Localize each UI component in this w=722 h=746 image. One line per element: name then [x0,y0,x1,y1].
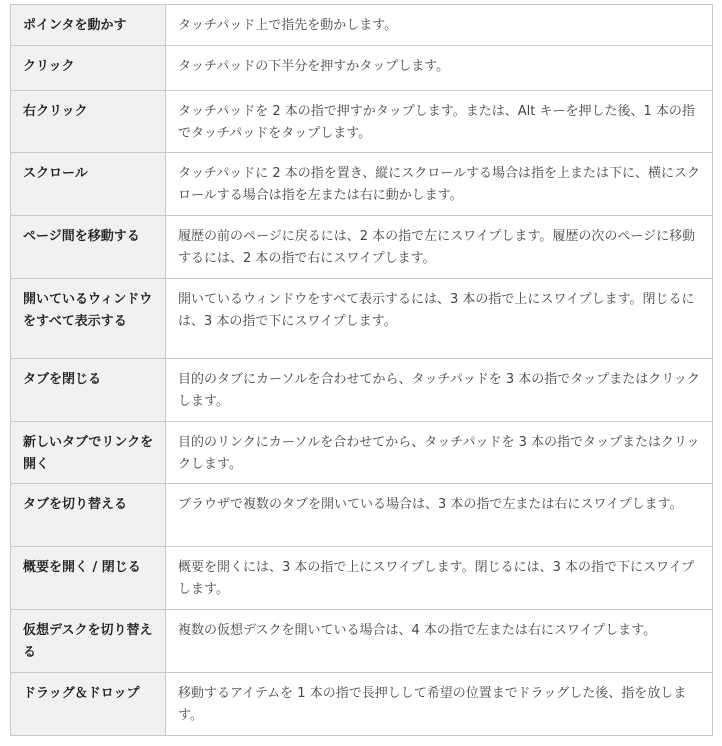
gesture-cell [11,484,166,547]
description-cell [166,216,713,279]
gesture-cell [11,610,166,673]
table-row [11,279,713,359]
gesture-label: タブを閉じる [23,372,102,387]
gesture-cell [11,673,166,736]
gesture-description: 開いているウィンドウをすべて表示するには、3 本の指で上にスワイプします。閉じるには、3 本の指で下にスワイプします。 [178,292,695,329]
gesture-description: 概要を開くには、3 本の指で上にスワイプします。閉じるには、3 本の指で下にスワイプします。 [178,560,695,597]
table-row [11,5,713,46]
gesture-description: タッチパッド上で指先を動かします。 [178,18,398,33]
table-row [11,547,713,610]
description-cell [166,279,713,359]
gesture-cell [11,547,166,610]
gesture-label: ポインタを動かす [23,18,127,33]
description-cell [166,547,713,610]
gesture-description: 履歴の前のページに戻るには、2 本の指で左にスワイプします。履歴の次のページに移動するには、2 本の指で右にスワイプします。 [178,229,696,266]
description-cell [166,422,713,484]
description-cell [166,359,713,422]
description-cell [166,153,713,216]
table-row [11,46,713,91]
gesture-label: スクロール [23,166,88,181]
gesture-label: タブを切り替える [23,497,128,512]
description-cell [166,5,713,46]
description-cell [166,673,713,736]
gesture-label: ページ間を移動する [23,229,140,244]
touchpad-gestures-table [10,4,713,736]
table-row [11,216,713,279]
gesture-cell [11,5,166,46]
table-row [11,359,713,422]
table-row [11,422,713,484]
gesture-cell [11,422,166,484]
gesture-label: クリック [23,59,75,74]
description-cell [166,46,713,91]
table-row [11,91,713,153]
gesture-description: 移動するアイテムを 1 本の指で長押しして希望の位置までドラッグした後、指を放します。 [178,686,687,723]
description-cell [166,484,713,547]
gesture-cell [11,359,166,422]
gesture-description: 目的のタブにカーソルを合わせてから、タッチパッドを 3 本の指でタップまたはクリックします。 [178,372,700,409]
table-row [11,153,713,216]
gesture-label: 仮想デスクを切り替える [23,623,153,660]
gesture-cell [11,91,166,153]
gesture-description: 目的のリンクにカーソルを合わせてから、タッチパッドを 3 本の指でタップまたはクリックします。 [178,435,700,472]
gesture-description: 複数の仮想デスクを開いている場合は、4 本の指で左または右にスワイプします。 [178,623,657,638]
gesture-description: ブラウザで複数のタブを開いている場合は、3 本の指で左または右にスワイプします。 [178,497,683,512]
gesture-description: タッチパッドの下半分を押すかタップします。 [178,59,450,74]
gesture-cell [11,153,166,216]
gesture-description: タッチパッドに 2 本の指を置き、縦にスクロールする場合は指を上または下に、横にスクロールする場合は指を左または右に動かします。 [178,166,700,203]
table-row [11,610,713,673]
description-cell [166,610,713,673]
table-row [11,484,713,547]
gesture-label: 新しいタブでリンクを開く [23,435,154,472]
gesture-description: タッチパッドを 2 本の指で押すかタップします。または、Alt キーを押した後、1 本の指でタッチパッドをタップします。 [178,104,695,141]
description-cell [166,91,713,153]
gesture-label: ドラッグ＆ドロップ [23,686,140,701]
gesture-label: 開いているウィンドウをすべて表示する [23,292,153,329]
gesture-cell [11,216,166,279]
gesture-cell [11,46,166,91]
gesture-cell [11,279,166,359]
gesture-label: 右クリック [23,104,88,119]
gesture-label: 概要を開く / 閉じる [23,560,141,575]
table-row [11,673,713,736]
